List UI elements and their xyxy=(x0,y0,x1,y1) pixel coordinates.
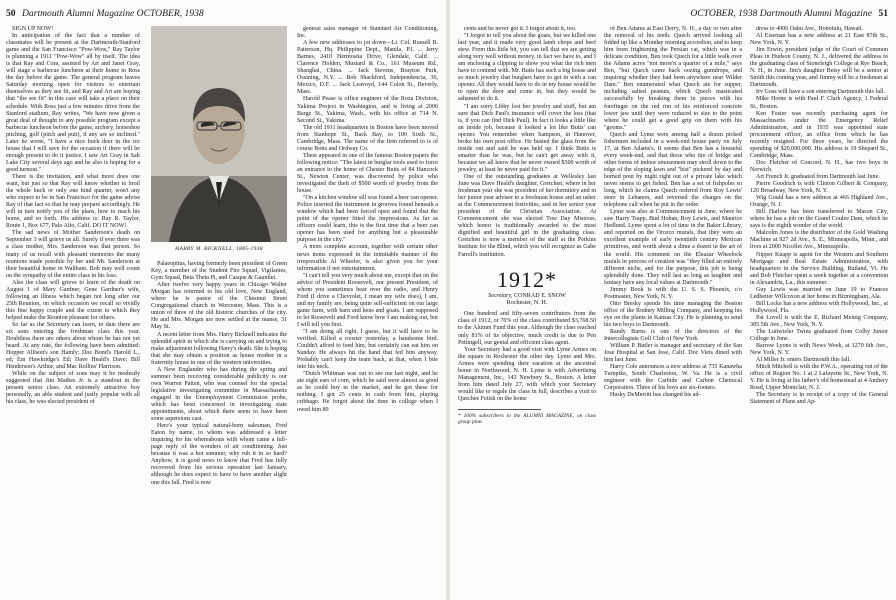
paragraph: Doc Fletcher of Concord, N. H., has two boys in Norwich. xyxy=(750,159,888,173)
paragraph: Nipper Knapp is agent for the Western and Southern Mortgage and Real Estate Administration, with headquarters in the Service Building, Rutland, Vt. He and Bob Fletcher spent a week together at a convention in Alexandria, La., this summer. xyxy=(750,251,888,286)
paragraph: Bill Harlow has been transferred to Mason City, where he has a job on the Grand Coulee Dam, which he says is the eighth wonder of the world. xyxy=(750,209,888,230)
paragraph: Also the class will grieve to learn of the death on August 1 of Mary Gardner, Gene Gardner's wife, following an illness which began not long after our 25th Reunion, on which occasion we recall so vividly this fine happy couple and the extent to which they helped make the Reunion pleasant for others. xyxy=(6,279,140,321)
paragraph: Ken Foster was recently purchasing agent for Massachusetts under the Emergency Relief Administration, and in 1935 was appointed state procurement officer, an office from which he has recently resigned. For three years, he directed the spending of $20,000,000. His address is 19 Shepard St., Cambridge, Mass. xyxy=(750,110,888,159)
footnote: * 100% subscribers to the ALUMNI MAGAZINE, on class group plan. xyxy=(458,412,596,426)
paragraph: The Luitwieler Twins graduated from Colby Junior College in June. xyxy=(750,329,888,343)
paragraph: Barrow Lyons is with News Week, at 1270 6th Ave., New York, N. Y. xyxy=(750,343,888,357)
secretary-city: Rochester, N. H. xyxy=(506,299,548,306)
right-column-1-text xyxy=(458,26,596,259)
portrait-image xyxy=(151,26,287,242)
running-head-right xyxy=(450,8,896,22)
paragraph: In anticipation of the fact that a number of classmates will be present at the Dartmouth-Stanford game and the San Francisco "Pow-Wow," Ray Taylor is planning a 1911 "Pow-Wow" all by itself. The idea is that Ray and Cora, assisted by Art and Janet Gray, will stage a barbecue luncheon at their home in Ross the day before the game. The general program leaves Saturday morning open for visitors to entertain themselves as they see fit, and Ray and Art are hoping that "the see fit" in this case will take a place on their schedule. With Ross just a few minutes drive from the Stanford stadium, Ray writes, "We have now given a great deal of thought to any possible program except a barbecue luncheon before the game, archery, horseshoe pitching, golf (pitch and putt), if any are so inclined." Later he wrote, "I have a nice buck deer in the ice house that I will save for the occasion if there will be enough present to do it justice. I saw Art Gray in Salt Lake City several days ago and he also is hoping for a good turnout." xyxy=(6,33,140,173)
paragraph: Here's your typical natural-born salesman, Fred Eaton by name, to whom was addressed a letter inquiring for his whereabouts with whom came a full-page reply of the wonders of air conditioning. Just because it was a hot summer, why rub it in so hard? Anyhow, it is good news to know that Fred has fully recovered from his serious operation last January, although he does expect to have to have another slight one this fall. Fred is now xyxy=(151,423,287,486)
running-title: Dartmouth Alumni Magazine OCTOBER, 1938 xyxy=(22,8,204,19)
left-column-3 xyxy=(297,26,438,594)
paragraph: The Secretary is in receipt of a copy of the General Statement of Plans and Ap- xyxy=(750,392,888,406)
paragraph: Jim Erwin, president judge of the Court of Common Pleas in Hudson County, N. J., delivered the address to the graduating class of Stoneleigh College at Rye Beach, N. H., in June. Jim's daughter Betsy will be a senior at Smith this coming year, and Jimmy will be a freshman at Dartmouth. xyxy=(750,47,888,89)
paragraph: Palaeopitus, having formerly been president of Green Key, a member of the Student Fire Squad, Vigilantes, Gym Squad, Beta Theta Pi, and Casque & Gauntlet. xyxy=(151,261,287,282)
paragraph: Harold Pease is office engineer of the Roza Division, Yakima Project in Washington, and is living at 2006 Barge St., Yakima, Wash., with his office at 714 N. Second St., Yakima. xyxy=(297,96,438,124)
paragraph: Guy Lewis was married on June 19 to Frances Ledbetter Willcoxon at her home in Birmingham, Ala. xyxy=(750,286,888,300)
paragraph: Al Miller Jr. enters Dartmouth this fall. xyxy=(756,357,851,364)
paragraph: dress to 4906 Oahu Ave., Honolulu, Hawaii. xyxy=(756,26,864,32)
class-year-heading: 1912* xyxy=(497,266,557,292)
paragraph: "I am sorry Libby lost her jewelry and stuff, but am sure that Dick Paul's insurance will cover the loss (that is, if you can find Dick Paul). In fact it looks a little like an inside job, because it looked a lot like Butts' can opener. You remember when Sampson, in Hanover, broke his own post office. He busted the glass from the inside out and said he was held up. I think Butts is smarter than he was, but he can't get away with it, because we all know that he never owned $500 worth of jewelry, at least he never paid for it." xyxy=(458,103,596,173)
paragraph: general sales manager of Standard Air Conditioning, Inc. xyxy=(297,26,438,40)
paragraph: Pat Lovell is with the E. Richard Meinig Company, 385 5th Ave., New York, N. Y. xyxy=(750,314,888,328)
running-title: OCTOBER, 1938 Dartmouth Alumni Magazine xyxy=(690,8,872,19)
paragraph: While on the subject of sons may it be modestly suggested that Jim Mathes Jr. is a standout in the present senior class. An extremely attractive boy personally, an able student and justly popular with all his class, he was elected president of xyxy=(6,371,140,406)
paragraph: So far as the Secretary can learn, to date there are six sons entering the freshman class this year. Doubtless there are others about whom he has not yet heard. At any rate, the following have been admitted: Hopper Allison's son Hamly; Doc Bond's Harold L., ed; Em Hawkridge's Ed; Dave Heald's Dave; Bill Henderson's Arthur; and Mac Rollins' Harrison. xyxy=(6,321,140,371)
paragraph: "I forgot to tell you about the goats, but we killed one last year, and it made very good lamb chops and beef stew. From this little bit, you can tell that we are getting along very well without money, in fact we have to, and I am enclosing a clipping to show you what the rich men have to contend with. Mr. Butts has such a big house and so much jewelry that burglars have to get in with a can opener. All they would have to do in my house would be to open the door and come in, but they would be ashamed to do it. xyxy=(458,33,596,103)
paragraph: There appeared in one of the famous Boston papers the following notice: "The latest in burglar tools used to force an entrance to the home of Chester Butts of 84 Hancock St., Newton Center, was discovered by police who investigated the theft of $500 worth of jewelry from the house. xyxy=(297,152,438,195)
paragraph: Randy Burns is one of the directors of the Intercollegiate Golf Club of New York. xyxy=(604,329,742,343)
paragraph: One of the outstanding graduates at Wellesley last June was Dave Heald's daughter, Gretchen, where in her freshman year she was president of her dormitory and in her junior year adviser to a freshman house and an usher at the Commencement festivities, and in her senior year president of the Christian Association. At Commencement she was elected Tree Day Mistress, which honor is traditionally awarded to the most dignified and beautiful girl in the graduating class. Gretchen is now a member of the staff at the Perkins Institute for the Blind, which you will recognize as Gabe Farrell's institution. xyxy=(458,173,596,258)
paragraph: A more complete account, together with certain other news items expressed in the inimitable manner of the irrepressible Al Wheeler, is also given you for your information if not entertainment. xyxy=(297,244,438,272)
paragraph: A recent letter from Mrs. Harry Bicknell indicates the splendid spirit in which she is carrying on and trying to make adjustment following Harry's death. She is hoping that she may obtain a position as house mother in a fraternity house in one of the western universities. xyxy=(151,331,287,366)
secretary-label: Secretary, xyxy=(488,292,513,299)
right-column-1-class-text xyxy=(458,311,596,403)
paragraph: "On a kitchen window sill was found a beer can opener. Police inserted the instrument in grooves found beneath a window which had been forced open and found that the point of the opener fitted the impressions. As far as officers could learn, this is the first time that a beer can opener has been used for anything but a pleasurable purpose in the city." xyxy=(297,195,438,244)
right-page xyxy=(450,0,896,600)
paragraph: After twelve very happy years in Chicago Walter Morgan has returned to his old love, New England, where he is pastor of the Chestnut Street Congregational church in Worcester, Mass. This is a union of three of the old historic churches of the city. He and Mrs. Morgan are now settled at the manse, 31 May St. xyxy=(151,282,287,331)
paragraph: Art French Jr. graduated from Dartmouth last June. xyxy=(756,173,880,180)
running-head-left xyxy=(0,8,446,22)
paragraph: "I am doing all right, I guess, but it will have to be verified. Killed a rooster yesterday, a handsome bird. Couldn't afford to feed him, but certainly can eat him on Sunday. He always hit the hand that fed him anyway. Probably can't keep the team back, at that, when I bite into his neck. xyxy=(297,329,438,371)
paragraph: A few new addresses to jot down—Lt. Col. Russell B. Patterson, Hq. Philippine Dept., Manila, P.I. ... Jerry Barnes, 2410 Hermosita Drive, Glendale, Calif. ... Clarence Holden, Mustard & Co., 161 Museum Rd., Shanghai, China. ... Jack Stevens, Brayton Park, Ossining, N.Y. ... Bob Shackford, Independencia, 30, Mexico, D.F. ... Jack Leavoyd, 144 Colon St., Beverly, Mass. xyxy=(297,40,438,96)
paragraph: of Ben Adams at East Derry, N. H., a day or two after the removal of his teeth. Quech arrived looking all fidded up like a Monday morning accordion, and to keep him from frightening the Persian cat, which was in a delicate condition, Ben took Quech for a little walk over the Adams acres "not more'n a quarter of a mile," says Ben, "but Quech came back oozing gumdrops, and inquiring whether they had been anywhere near Wilder Dam." Ben enumerated what Quech ate for supper, including salted peanuts, which Quech masticated successfully by breaking them in pieces with his forefinger on the red rim of his reinforced concrete lower jaw until they were reduced to size to the point where he could get a good grip on them with his "gooms." xyxy=(604,26,742,131)
secretary-name: CONRAD E. SNOW xyxy=(513,292,566,299)
paragraph: The old 1911 headquarters in Boston have been moved from Stanhope St., Back Bay, to 100 Sixth St., Cambridge, Mass. The name of the firm referred to is of course Botts and Ordway Co. xyxy=(297,124,438,152)
page-number: 51 xyxy=(878,8,888,19)
paragraph: "Dutch Whitman was out to see me last night, and he ate eight ears of corn, which he said were almost as good as he could buy in the market, and he got these for nothing. I got 25 cents in cash from him, playing cribbage. He forgot about the time in college when I owed him 80 xyxy=(297,371,438,413)
paragraph: Irv Goss will have a son entering Dartmouth this fall. xyxy=(756,89,885,96)
left-column-2-text xyxy=(151,261,287,487)
paragraph: Jimmy Book is with the U. S. S. Phoenix, c/o Postmaster, New York, N. Y. xyxy=(604,286,742,300)
paragraph: Lyme was also at Commencement in June, where he saw Harry Trapp, Bud Hoban, Roy Lewis, and Maurice Hedlund. Lyme spent a lot of time in the Baker Library, and reported on the Orozco murals, that they were an excellent example of early twentieth century Mexican primitives, and worth about a dime a dozen in the art of the world. His comment on the Eleazar Wheelock murals in process of creation was "they filled an entirely different niche, and for the purpose, this job is being splendidly done. They will last as long as laughter and fantasy have any local values at Dartmouth." xyxy=(604,209,742,286)
paragraph: Mike Horne is with Paul F. Clark Agency, 1 Federal St., Boston. xyxy=(750,96,888,110)
paragraph: The sad news of Mother Sanderson's death on September 3 will grieve us all. Surely if ever there was a class mother, Mrs. Sanderson was that person. So many of us recall with pleasant memories the many reunions made possible by her and Mr. Sanderson at their beautiful home in Waltham. Bob may well count on the sympathy of the entire class in his loss. xyxy=(6,230,140,279)
paragraph: SIGN UP NOW! xyxy=(12,26,54,32)
right-column-3 xyxy=(750,26,888,594)
paragraph: Your Secretary had a good visit with Lyme Armes on the square in Rochester the other day. Lyme and Mrs. Armes were spending their vacation at the ancestral home in Northwood, N. H. Lyme is with Advertising Management, Inc., 143 Newbury St., Boston. A letter from him dated July 27, with which your Secretary would like to regale the class in full, describes a visit to Quechee Fetish on the home xyxy=(458,346,596,402)
paragraph: Otto Bresky spends his time managing the Boston office of the Rodney Milling Company, and keeping his eye on the plants in Kansas City. He is planning to send his two boys to Dartmouth. xyxy=(604,300,742,328)
page-number: 50 xyxy=(6,8,16,19)
paragraph: William P. Butler is manager and secretary of the San Jose Hospital at San Jose, Calif. Doc Viets dined with him last June. xyxy=(604,343,742,364)
left-column-1 xyxy=(6,26,140,594)
paragraph: "I can't tell you very much about me, except that on the advice of President Roosevelt, our present President, of whom you sometimes hear over the radio, and Henry Ford (I drive a Chevrolet, I mean my wife does), I am, and my family are, being quite self-sufficient on our large game farm, with barn and hens and goats. I am supposed to let Roosevelt and Ford know how I am making out, but I will tell you first. xyxy=(297,272,438,328)
right-column-2 xyxy=(604,26,742,594)
right-column-1 xyxy=(458,26,596,594)
paragraph: A New Englander who has during the spring and summer been receiving considerable publicity is our own Warren Patten, who was counsel for the special legislative investigating committee in Massachusetts engaged in the Unemployment Commission probe, which has been concerned in investigating state appointments, about which there seem to have been some aspersions cast. xyxy=(151,366,287,423)
paragraph: Al Eiseman has a new address at 21 East 87th St., New York, N. Y. xyxy=(750,33,888,47)
paragraph: Mitch Mitchell is with the P.W.A., operating out of the office of Region No. 1 at 2 Lafayette St., New York, N. Y. He is living at his father's old homestead at 4 Amhery Road, Upper Montclair, N. J. xyxy=(750,364,888,392)
paragraph: Bill Locke has a new address with Hollywood, Inc., at Hollywood, Fla. xyxy=(750,300,888,314)
paragraph: cents and he never got it. I forgot about it, too. xyxy=(464,26,577,32)
paragraph: Harry Cole announces a new address at 735 Kanawha Turnpike, South Charleston, W. Va. He is a civil engineer with the Carbide and Carbon Chemical Corporation. Three of his boys are six-footers. xyxy=(604,364,742,392)
paragraph: One hundred and fifty-seven contributors from the class of 1912, or 76% of the class contributed $3,768.50 to the Alumni Fund this year. Although the class reached only 81% of its objective, much credit is due to Pen Pettingell, our genial and efficient class agent. xyxy=(458,311,596,346)
footnote-rule xyxy=(458,409,541,410)
paragraph: Pierre Goodrich is with Clinton Gilbert & Company, 120 Broadway, New York, N. Y. xyxy=(750,181,888,195)
paragraph: There is the invitation, and what more does one want, but just so that Ray will know whether to broil the whole buck or only one hind quarter, won't any who expect to be in San Francisco for the game advise Ray of that fact so that he may prepare accordingly. He will in turn notify you of the plans, how to reach his home, and so forth. His address is: Ray R. Taylor, Route 1, Box 677, Palo Alto, Calif. DO IT NOW! xyxy=(6,173,140,230)
paragraph: Quech and Lyme were among half a dozen picked fishermen included in a week-end house party on July 17, at Ben Adams's. It seems that Ben has a houseful every week-end, and that those who tire of bridge and other forms of indoor amusement may stroll down to the edge of the sloping lawn and "hist" pickerel by day and horned pout by night right out of a private lake which never seems to get fished. Ben has a set of fishpoles so long, which he claims Quech ordered from Roy Lewis' store in Lebanon, and reversed the charges on the telephone call when he put in the order. xyxy=(604,131,742,209)
paragraph: Wig Gould has a new address at 466 Highland Ave., Orange, N. J. xyxy=(750,195,888,209)
paragraph: Husky DeMerritt has changed his ad- xyxy=(610,392,701,399)
paragraph: Malcolm Jones is the distributor of the Gold Washing Machine at 927 2d Ave., S. E., Minneapolis, Minn., and lives at 2000 Nicollet Ave., Minneapolis. xyxy=(750,230,888,251)
portrait-photo xyxy=(151,26,287,242)
left-column-2 xyxy=(151,26,287,594)
class-secretary xyxy=(458,293,596,300)
left-page xyxy=(0,0,446,600)
photo-caption: HARRY M. BICKNELL, 1885-1938 xyxy=(175,246,263,252)
